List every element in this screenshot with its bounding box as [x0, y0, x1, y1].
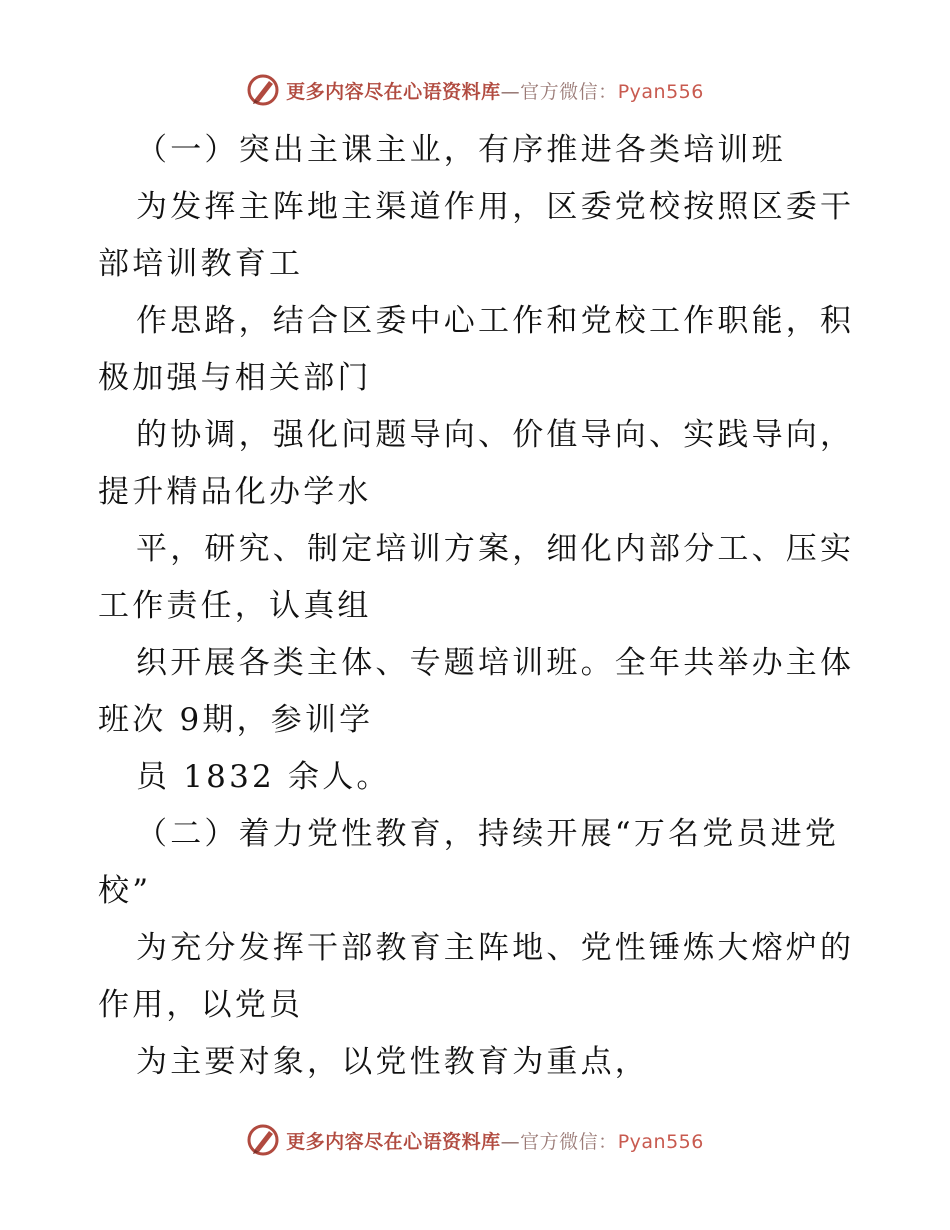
- watermark-wechat-id: Pyan556: [617, 80, 704, 103]
- document-body: [98, 122, 858, 1091]
- watermark-text: [286, 77, 704, 104]
- footer-watermark: [0, 1120, 950, 1160]
- watermark-brand: 更多内容尽在心语资料库: [286, 80, 501, 103]
- paragraph: 员 1832 余人。: [136, 759, 391, 795]
- paragraph: 作思路，结合区委中心工作和党校工作职能，积极加强与相关部门: [98, 303, 855, 396]
- paragraph: 平，研究、制定培训方案，细化内部分工、压实工作责任，认真组: [98, 531, 855, 624]
- paragraph-heading-2: （二）着力党性教育，持续开展“万名党员进党校”: [98, 816, 840, 909]
- pen-circle-logo-icon: [246, 73, 280, 107]
- paragraph-heading-1: （一）突出主课主业，有序推进各类培训班: [136, 132, 786, 168]
- pen-circle-logo-icon: [246, 1123, 280, 1157]
- watermark-separator: —: [500, 80, 521, 103]
- paragraph: 的协调，强化问题导向、价值导向、实践导向，提升精品化办学水: [98, 417, 855, 510]
- header-watermark: [0, 70, 950, 110]
- paragraph: 织开展各类主体、专题培训班。全年共举办主体班次 9期，参训学: [98, 645, 855, 738]
- watermark-separator: —: [500, 1130, 521, 1153]
- watermark-wechat-id: Pyan556: [617, 1130, 704, 1153]
- watermark-wechat-label: 官方微信：: [520, 1130, 618, 1153]
- watermark-text: [286, 1127, 704, 1154]
- watermark-wechat-label: 官方微信：: [520, 80, 618, 103]
- paragraph: 为主要对象，以党性教育为重点，: [136, 1044, 649, 1080]
- watermark-brand: 更多内容尽在心语资料库: [286, 1130, 501, 1153]
- paragraph: 为发挥主阵地主渠道作用，区委党校按照区委干部培训教育工: [98, 189, 855, 282]
- paragraph: 为充分发挥干部教育主阵地、党性锤炼大熔炉的作用，以党员: [98, 930, 855, 1023]
